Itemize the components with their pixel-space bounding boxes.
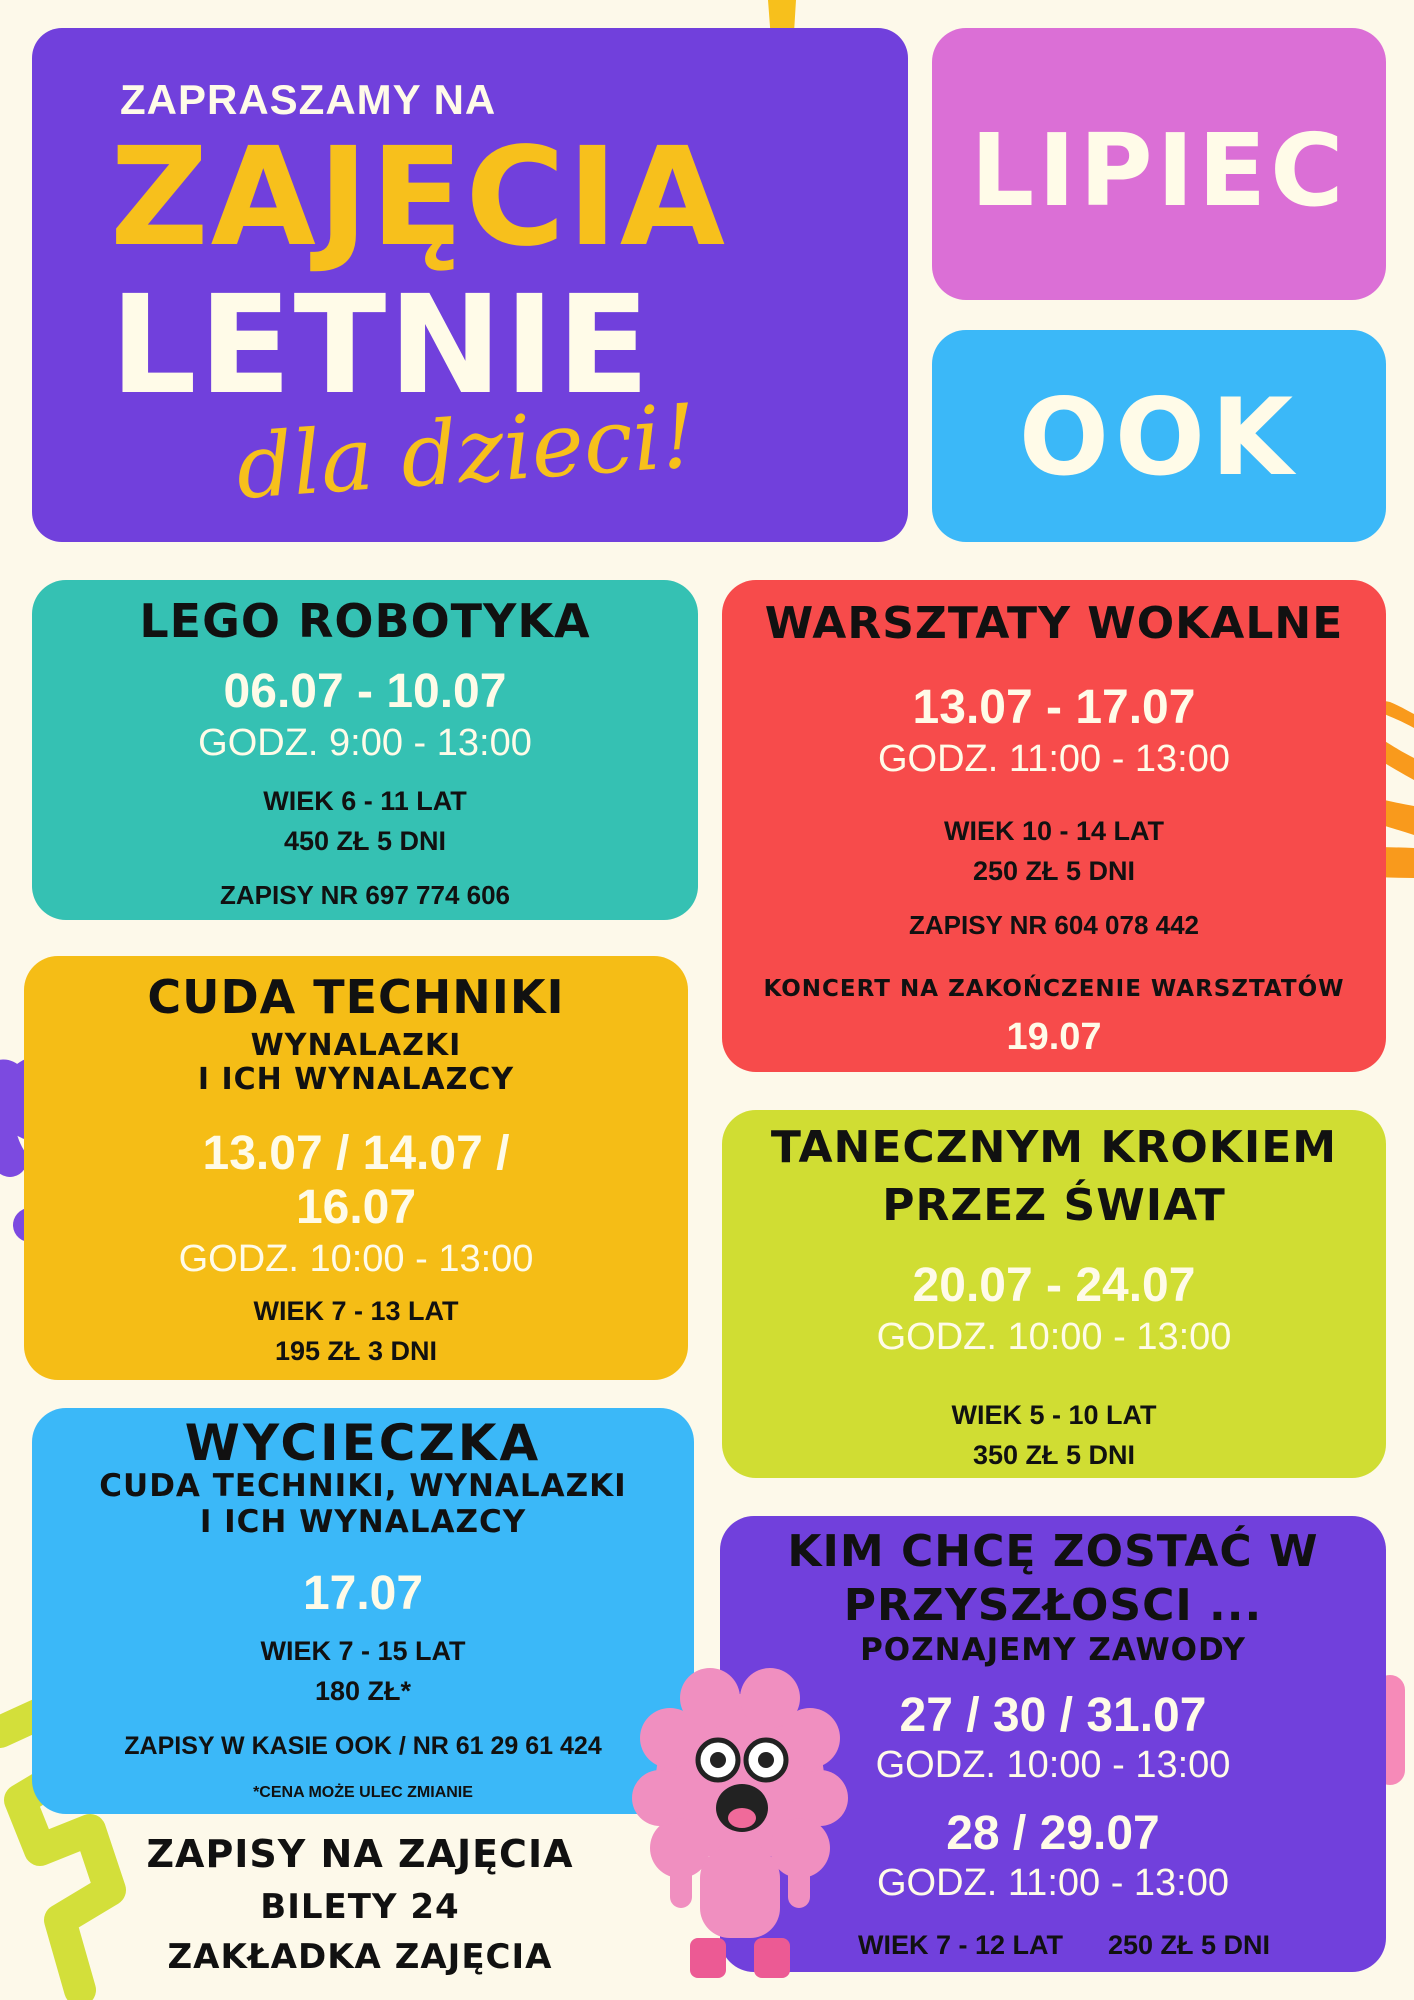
- trip-sub1: CUDA TECHNIKI, WYNALAZKI: [99, 1468, 627, 1504]
- dance-age: WIEK 5 - 10 LAT: [951, 1400, 1157, 1430]
- lego-signup: ZAPISY NR 697 774 606: [219, 880, 511, 910]
- future-hours2: GODZ. 11:00 - 13:00: [876, 1862, 1230, 1904]
- trip-signup: ZAPISY W KASIE OOK / NR 61 29 61 424: [124, 1732, 602, 1760]
- invite-text: ZAPRASZAMY NA: [120, 76, 497, 123]
- trip-date: 17.07: [302, 1567, 424, 1620]
- future-dates1: 27 / 30 / 31.07: [899, 1689, 1207, 1742]
- tech-title: CUDA TECHNIKI: [147, 970, 565, 1024]
- future-price: 250 ZŁ 5 DNI: [1108, 1930, 1271, 1960]
- footer: [130, 1826, 590, 1982]
- vocal-signup: ZAPISY NR 604 078 442: [908, 910, 1200, 940]
- title-line2: LETNIE: [110, 267, 652, 425]
- future-dates2: 28 / 29.07: [946, 1807, 1160, 1860]
- org-label: OOK: [1018, 376, 1300, 499]
- footer-line1: ZAPISY NA ZAJĘCIA: [146, 1832, 574, 1876]
- title-line1: ZAJĘCIA: [110, 119, 728, 277]
- month-label: LIPIEC: [970, 112, 1348, 229]
- lego-title: LEGO ROBOTYKA: [139, 594, 591, 648]
- tech-price: 195 ZŁ 3 DNI: [274, 1336, 438, 1366]
- tech-sub2: I ICH WYNALAZCY: [197, 1062, 515, 1097]
- vocal-concert: KONCERT NA ZAKOŃCZENIE WARSZTATÓW: [763, 976, 1345, 1002]
- footer-line2: BILETY 24: [260, 1887, 460, 1927]
- tech-age: WIEK 7 - 13 LAT: [253, 1296, 459, 1326]
- tech-sub1: WYNALAZKI: [250, 1028, 462, 1063]
- dance-card: [722, 1110, 1386, 1478]
- tech-card: [24, 956, 688, 1380]
- dance-title1: TANECZNYM KROKIEM: [770, 1122, 1338, 1173]
- trip-card: [32, 1408, 694, 1814]
- footer-line3: ZAKŁADKA ZAJĘCIA: [167, 1937, 553, 1977]
- future-age: WIEK 7 - 12 LAT: [858, 1930, 1064, 1960]
- trip-title: WYCIECZKA: [184, 1414, 542, 1472]
- lego-dates: 06.07 - 10.07: [223, 665, 507, 718]
- future-title2: PRZYSZŁOSCI ...: [843, 1580, 1263, 1631]
- future-sub: POZNAJEMY ZAWODY: [860, 1632, 1246, 1668]
- vocal-title: WARSZTATY WOKALNE: [764, 598, 1344, 649]
- org-badge: [932, 330, 1386, 542]
- trip-age: WIEK 7 - 15 LAT: [260, 1636, 466, 1666]
- trip-price: 180 ZŁ*: [314, 1676, 412, 1706]
- vocal-card: [722, 580, 1386, 1072]
- tech-dates2: 16.07: [295, 1181, 417, 1234]
- lego-hours: GODZ. 9:00 - 13:00: [198, 722, 532, 764]
- vocal-price: 250 ZŁ 5 DNI: [972, 856, 1136, 886]
- pink-monster-icon: [630, 1668, 850, 1998]
- vocal-age: WIEK 10 - 14 LAT: [943, 816, 1165, 846]
- future-title1: KIM CHCĘ ZOSTAĆ W: [787, 1526, 1319, 1577]
- dance-price: 350 ZŁ 5 DNI: [972, 1440, 1136, 1470]
- lego-price: 450 ZŁ 5 DNI: [283, 826, 447, 856]
- vocal-dates: 13.07 - 17.07: [912, 681, 1196, 734]
- lego-card: [32, 580, 698, 920]
- trip-sub2: I ICH WYNALAZCY: [199, 1504, 527, 1540]
- dance-dates: 20.07 - 24.07: [912, 1259, 1196, 1312]
- trip-note: *CENA MOŻE ULEC ZMIANIE: [253, 1784, 473, 1801]
- month-badge: [932, 28, 1386, 300]
- hero-subtitle: dla dzieci!: [232, 384, 700, 519]
- future-hours1: GODZ. 10:00 - 13:00: [875, 1744, 1231, 1786]
- vocal-hours: GODZ. 11:00 - 13:00: [877, 738, 1231, 780]
- hero-banner: [32, 28, 908, 542]
- dance-title2: PRZEZ ŚWIAT: [882, 1180, 1226, 1231]
- vocal-concert-date: 19.07: [1006, 1016, 1102, 1058]
- tech-dates1: 13.07 / 14.07 /: [202, 1127, 510, 1180]
- dance-hours: GODZ. 10:00 - 13:00: [876, 1316, 1232, 1358]
- lego-age: WIEK 6 - 11 LAT: [263, 786, 467, 816]
- tech-hours: GODZ. 10:00 - 13:00: [178, 1238, 534, 1280]
